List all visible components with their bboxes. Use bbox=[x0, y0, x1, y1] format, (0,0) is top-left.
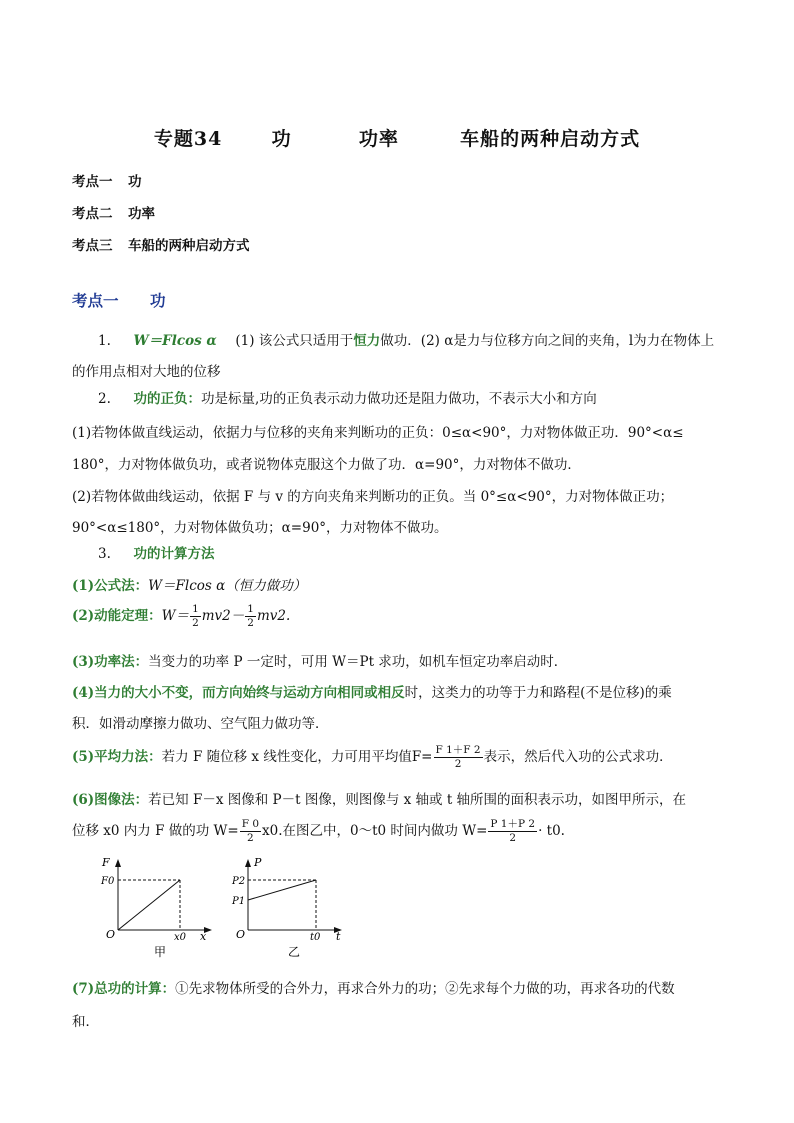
method-4-text: 时，这类力的功等于力和路程(不是位移)的乘 bbox=[404, 685, 672, 701]
method-4 bbox=[72, 681, 732, 701]
toc-text: 车船的两种启动方式 bbox=[128, 238, 250, 254]
method-5-pre: 若力 F 随位移 x 线性变化，力可用平均值F= bbox=[161, 749, 433, 765]
method-6-text-b: x0.在图乙中，0～t0 时间内做功 W= bbox=[262, 823, 488, 839]
method-3-text: 当变力的功率 P 一定时，可用 W＝Pt 求功，如机车恒定功率启动时． bbox=[148, 654, 568, 670]
item-number: 3. bbox=[98, 546, 111, 562]
title-part-3: 车船的两种启动方式 bbox=[460, 128, 641, 150]
x-label: t bbox=[336, 930, 341, 943]
fraction-numerator: F 0 bbox=[241, 818, 260, 830]
fraction-half-2 bbox=[245, 603, 256, 630]
para-curved-2: 90°<α≤180°，力对物体做负功；α=90°，力对物体不做功。 bbox=[72, 520, 448, 536]
para-curved-1: (2)若物体做曲线运动，依据 F 与 v 的方向夹角来判断功的正负。当 0°≤α<90°，力对物体做正功； bbox=[72, 489, 674, 505]
method-6-text: 若已知 F－x 图像和 P－t 图像，则图像与 x 轴或 t 轴所围的面积表示功，如图甲所示，在 bbox=[148, 792, 687, 808]
method-5 bbox=[72, 744, 732, 771]
method-7 bbox=[72, 977, 732, 997]
fraction-numerator: F 1＋F 2 bbox=[435, 744, 481, 756]
graph-f-x bbox=[96, 856, 226, 964]
f0-label: F0 bbox=[101, 876, 115, 887]
method-1-label: (1)公式法： bbox=[72, 578, 149, 594]
method-7-label: (7)总功的计算： bbox=[72, 981, 176, 997]
method-1-text: W＝Flcos α（恒力做功） bbox=[148, 578, 307, 594]
y-axis-arrow bbox=[115, 859, 121, 867]
method-2 bbox=[72, 603, 732, 630]
toc-text: 功 bbox=[128, 174, 142, 190]
toc-label: 考点二 bbox=[72, 206, 113, 222]
method-2-label: (2)动能定理： bbox=[72, 608, 162, 624]
method-5-label: (5)平均力法： bbox=[72, 749, 162, 765]
para-straight-line-1: (1)若物体做直线运动，依据力与位移的夹角来判断功的正负：0≤α<90°，力对物体做正功．90°<α≤ bbox=[72, 425, 684, 441]
item-number: 1. bbox=[98, 333, 111, 349]
title-part-1: 功 bbox=[271, 128, 292, 150]
fraction-denominator: 2 bbox=[247, 617, 254, 629]
power-line bbox=[248, 880, 316, 900]
section-label: 考点一 bbox=[72, 291, 119, 310]
origin-label: O bbox=[106, 928, 116, 941]
fraction-denominator: 2 bbox=[454, 758, 462, 770]
p1-label: P1 bbox=[232, 896, 246, 907]
method-2-pre: W＝ bbox=[161, 608, 190, 624]
item-3-line bbox=[98, 542, 732, 562]
method-6-text-a: 位移 x0 内力 F 做的功 W= bbox=[72, 823, 239, 839]
section-heading bbox=[72, 289, 166, 311]
fraction-numerator: P 1＋P 2 bbox=[490, 818, 536, 830]
page-title bbox=[0, 124, 794, 151]
fraction-denominator: 2 bbox=[192, 617, 199, 629]
method-2-mid: mv2－ bbox=[201, 608, 245, 624]
title-main: 专题34 bbox=[153, 128, 223, 150]
method-6 bbox=[72, 788, 732, 808]
x0-label: x0 bbox=[174, 932, 187, 943]
method-6-text-c: · t0. bbox=[538, 823, 565, 839]
graph-p-t bbox=[226, 856, 356, 964]
method-3-label: (3)功率法： bbox=[72, 654, 149, 670]
toc-label: 考点一 bbox=[72, 174, 113, 190]
fraction-denominator: 2 bbox=[247, 832, 254, 844]
item-1-text-b: 做功．(2) α是力与位移方向之间的夹角，l为力在物体上 bbox=[380, 333, 715, 349]
fraction-numerator: 1 bbox=[247, 603, 254, 615]
method-6-line-2 bbox=[72, 818, 732, 845]
method-7-continuation: 和． bbox=[72, 1014, 99, 1030]
para-straight-line-2: 180°，力对物体做负功，或者说物体克服这个力做了功．α=90°，力对物体不做功． bbox=[72, 457, 581, 473]
toc-text: 功率 bbox=[128, 206, 155, 222]
item-1-line bbox=[98, 329, 732, 349]
item-1-text-a: (1) 该公式只适用于 bbox=[235, 333, 354, 349]
toc-label: 考点三 bbox=[72, 238, 113, 254]
fraction-half-1 bbox=[190, 603, 201, 630]
method-5-post: 表示，然后代入功的公式求功． bbox=[483, 749, 673, 765]
item-number: 2. bbox=[98, 391, 111, 407]
graph-caption: 甲 bbox=[154, 945, 167, 959]
toc-item-3 bbox=[72, 234, 250, 254]
toc-item-1 bbox=[72, 170, 142, 190]
highlight-calc-methods: 功的计算方法 bbox=[133, 546, 215, 562]
item-2-text: 功是标量,功的正负表示动力做功还是阻力做功，不表示大小和方向 bbox=[200, 391, 597, 407]
t0-label: t0 bbox=[310, 932, 321, 943]
force-line bbox=[118, 880, 180, 930]
title-part-2: 功率 bbox=[358, 128, 399, 150]
y-axis-arrow bbox=[245, 859, 251, 867]
x-label: x bbox=[200, 930, 207, 943]
fraction-f0-half bbox=[240, 818, 261, 845]
fraction-average-force bbox=[434, 744, 483, 771]
graph-caption: 乙 bbox=[288, 945, 301, 959]
item-2-line bbox=[98, 387, 732, 407]
fraction-denominator: 2 bbox=[509, 832, 517, 844]
fraction-average-power bbox=[488, 818, 537, 845]
p2-label: P2 bbox=[232, 876, 246, 887]
method-6-label: (6)图像法： bbox=[72, 792, 149, 808]
highlight-constant-force: 恒力 bbox=[353, 333, 381, 349]
method-2-post: mv2. bbox=[256, 608, 291, 624]
section-text: 功 bbox=[150, 291, 166, 310]
method-3 bbox=[72, 650, 732, 670]
work-formula: W＝Flcos α bbox=[133, 333, 217, 349]
item-1-continuation: 的作用点相对大地的位移 bbox=[72, 364, 221, 380]
origin-label: O bbox=[236, 928, 246, 941]
y-label: F bbox=[102, 856, 110, 869]
highlight-sign-of-work: 功的正负： bbox=[133, 391, 201, 407]
method-7-text: ①先求物体所受的合外力，再求合外力的功；②先求每个力做的功，再求各功的代数 bbox=[175, 981, 675, 997]
fraction-numerator: 1 bbox=[192, 603, 199, 615]
method-4-continuation: 积．如滑动摩擦力做功、空气阻力做功等． bbox=[72, 716, 329, 732]
method-4-label: (4)当力的大小不变，而方向始终与运动方向相同或相反 bbox=[72, 685, 405, 701]
y-label: P bbox=[254, 856, 262, 869]
toc-item-2 bbox=[72, 202, 155, 222]
method-1 bbox=[72, 574, 732, 594]
